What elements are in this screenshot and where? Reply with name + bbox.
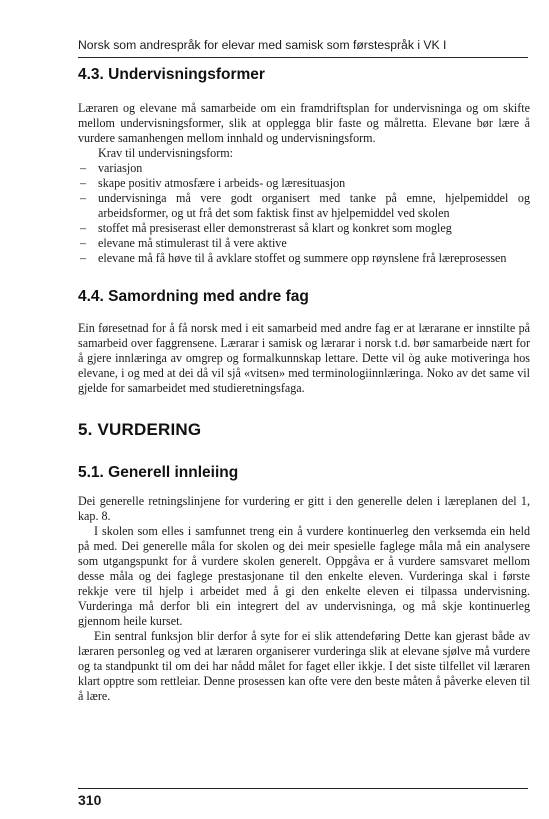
body-paragraph: I skolen som elles i samfunnet treng ein å vurdere kontinuerleg den verksemda ein held på med. Dei generelle måla for skolen og dei meir spesielle faglege måla må ein analysere som utgangspunkt for å vurdere skolen generelt. Oppgåva er å vurdere samsvaret mellom desse måla og dei faglege prestasjonane til den enkelte eleven. Vurderinga skal i første rekkje vere til hjelp i arbeidet med å gi den enkelte eleven ei tilpassa undervisning. Vurderinga må derfor bli ein integrert del av undervisninga, og må skje kontinuerleg gjennom heile kurset. bbox=[78, 524, 530, 628]
body-paragraph: Ein føresetnad for å få norsk med i eit samarbeid med andre fag er at lærarane er innstilte på samarbeid over faggrensene. Lærarar i samisk og lærarar i norsk t.d. bør samarbeide nært for å gjere innlæringa av omgrep og formalkunnskap lettare. Dette vil òg auke motiveringa hos elevane, i og med at dei då vil sjå «vitsen» med terminologiinnlæringa. Noko av det same vil gjelde for samarbeidet med studieretningsfaga. bbox=[78, 321, 530, 395]
list-lead: Krav til undervisningsform: bbox=[98, 146, 234, 160]
body-paragraph: Ein sentral funksjon blir derfor å syte for ei slik attendeføring Dette kan gjerast både av læraren personleg og ved at læraren organiserer vurderinga slik at elevane sjølve må vurdere og ta standpunkt til om dei har nådd målet for faget eller ikkje. I det siste tilfellet vil læraren klart opptre som rettleiar. Denne prosessen kan ofte vere den beste måten å påverke eleven til å lære. bbox=[78, 629, 530, 703]
section-heading: 5.1. Generell innleiing bbox=[78, 464, 239, 481]
requirements-list bbox=[78, 161, 530, 266]
footer-rule bbox=[78, 788, 528, 789]
section-4-4 bbox=[78, 288, 530, 396]
body-paragraph: Læraren og elevane må samarbeide om ein framdriftsplan for undervisninga og om skifte mellom undervisningsformer, slik at opplegga blir faste og målretta. Elevane bør lære å vurdere samanhengen mellom innhald og undervisningsform. bbox=[78, 101, 530, 145]
page-content bbox=[78, 66, 530, 704]
list-item: – variasjon bbox=[78, 161, 530, 176]
chapter-heading: 5. VURDERING bbox=[78, 420, 202, 439]
list-item: – skape positiv atmosfære i arbeids- og læresituasjon bbox=[78, 176, 530, 191]
list-item: – stoffet må presiserast eller demonstrerast så klart og konkret som mogleg bbox=[78, 221, 530, 236]
section-4-3 bbox=[78, 66, 530, 266]
list-item: – undervisninga må vere godt organisert med tanke på emne, hjelpemiddel og arbeidsformer, og ut frå det som faktisk finst av hjelpemiddel ved skolen bbox=[78, 191, 530, 221]
section-heading: 4.4. Samordning med andre fag bbox=[78, 288, 309, 305]
section-heading: 4.3. Undervisningsformer bbox=[78, 66, 265, 83]
section-5 bbox=[78, 420, 530, 440]
page-number: 310 bbox=[78, 792, 102, 808]
list-item: – elevane må få høve til å avklare stoffet og summere opp røynslene frå læreprosessen bbox=[78, 251, 530, 266]
body-paragraph: Dei generelle retningslinjene for vurdering er gitt i den generelle delen i læreplanen del 1, kap. 8. bbox=[78, 494, 530, 523]
list-item: – elevane må stimulerast til å vere aktive bbox=[78, 236, 530, 251]
header-rule bbox=[78, 57, 528, 58]
section-5-1 bbox=[78, 464, 530, 704]
running-header: Norsk som andrespråk for elevar med samisk som førstespråk i VK I bbox=[78, 38, 447, 52]
